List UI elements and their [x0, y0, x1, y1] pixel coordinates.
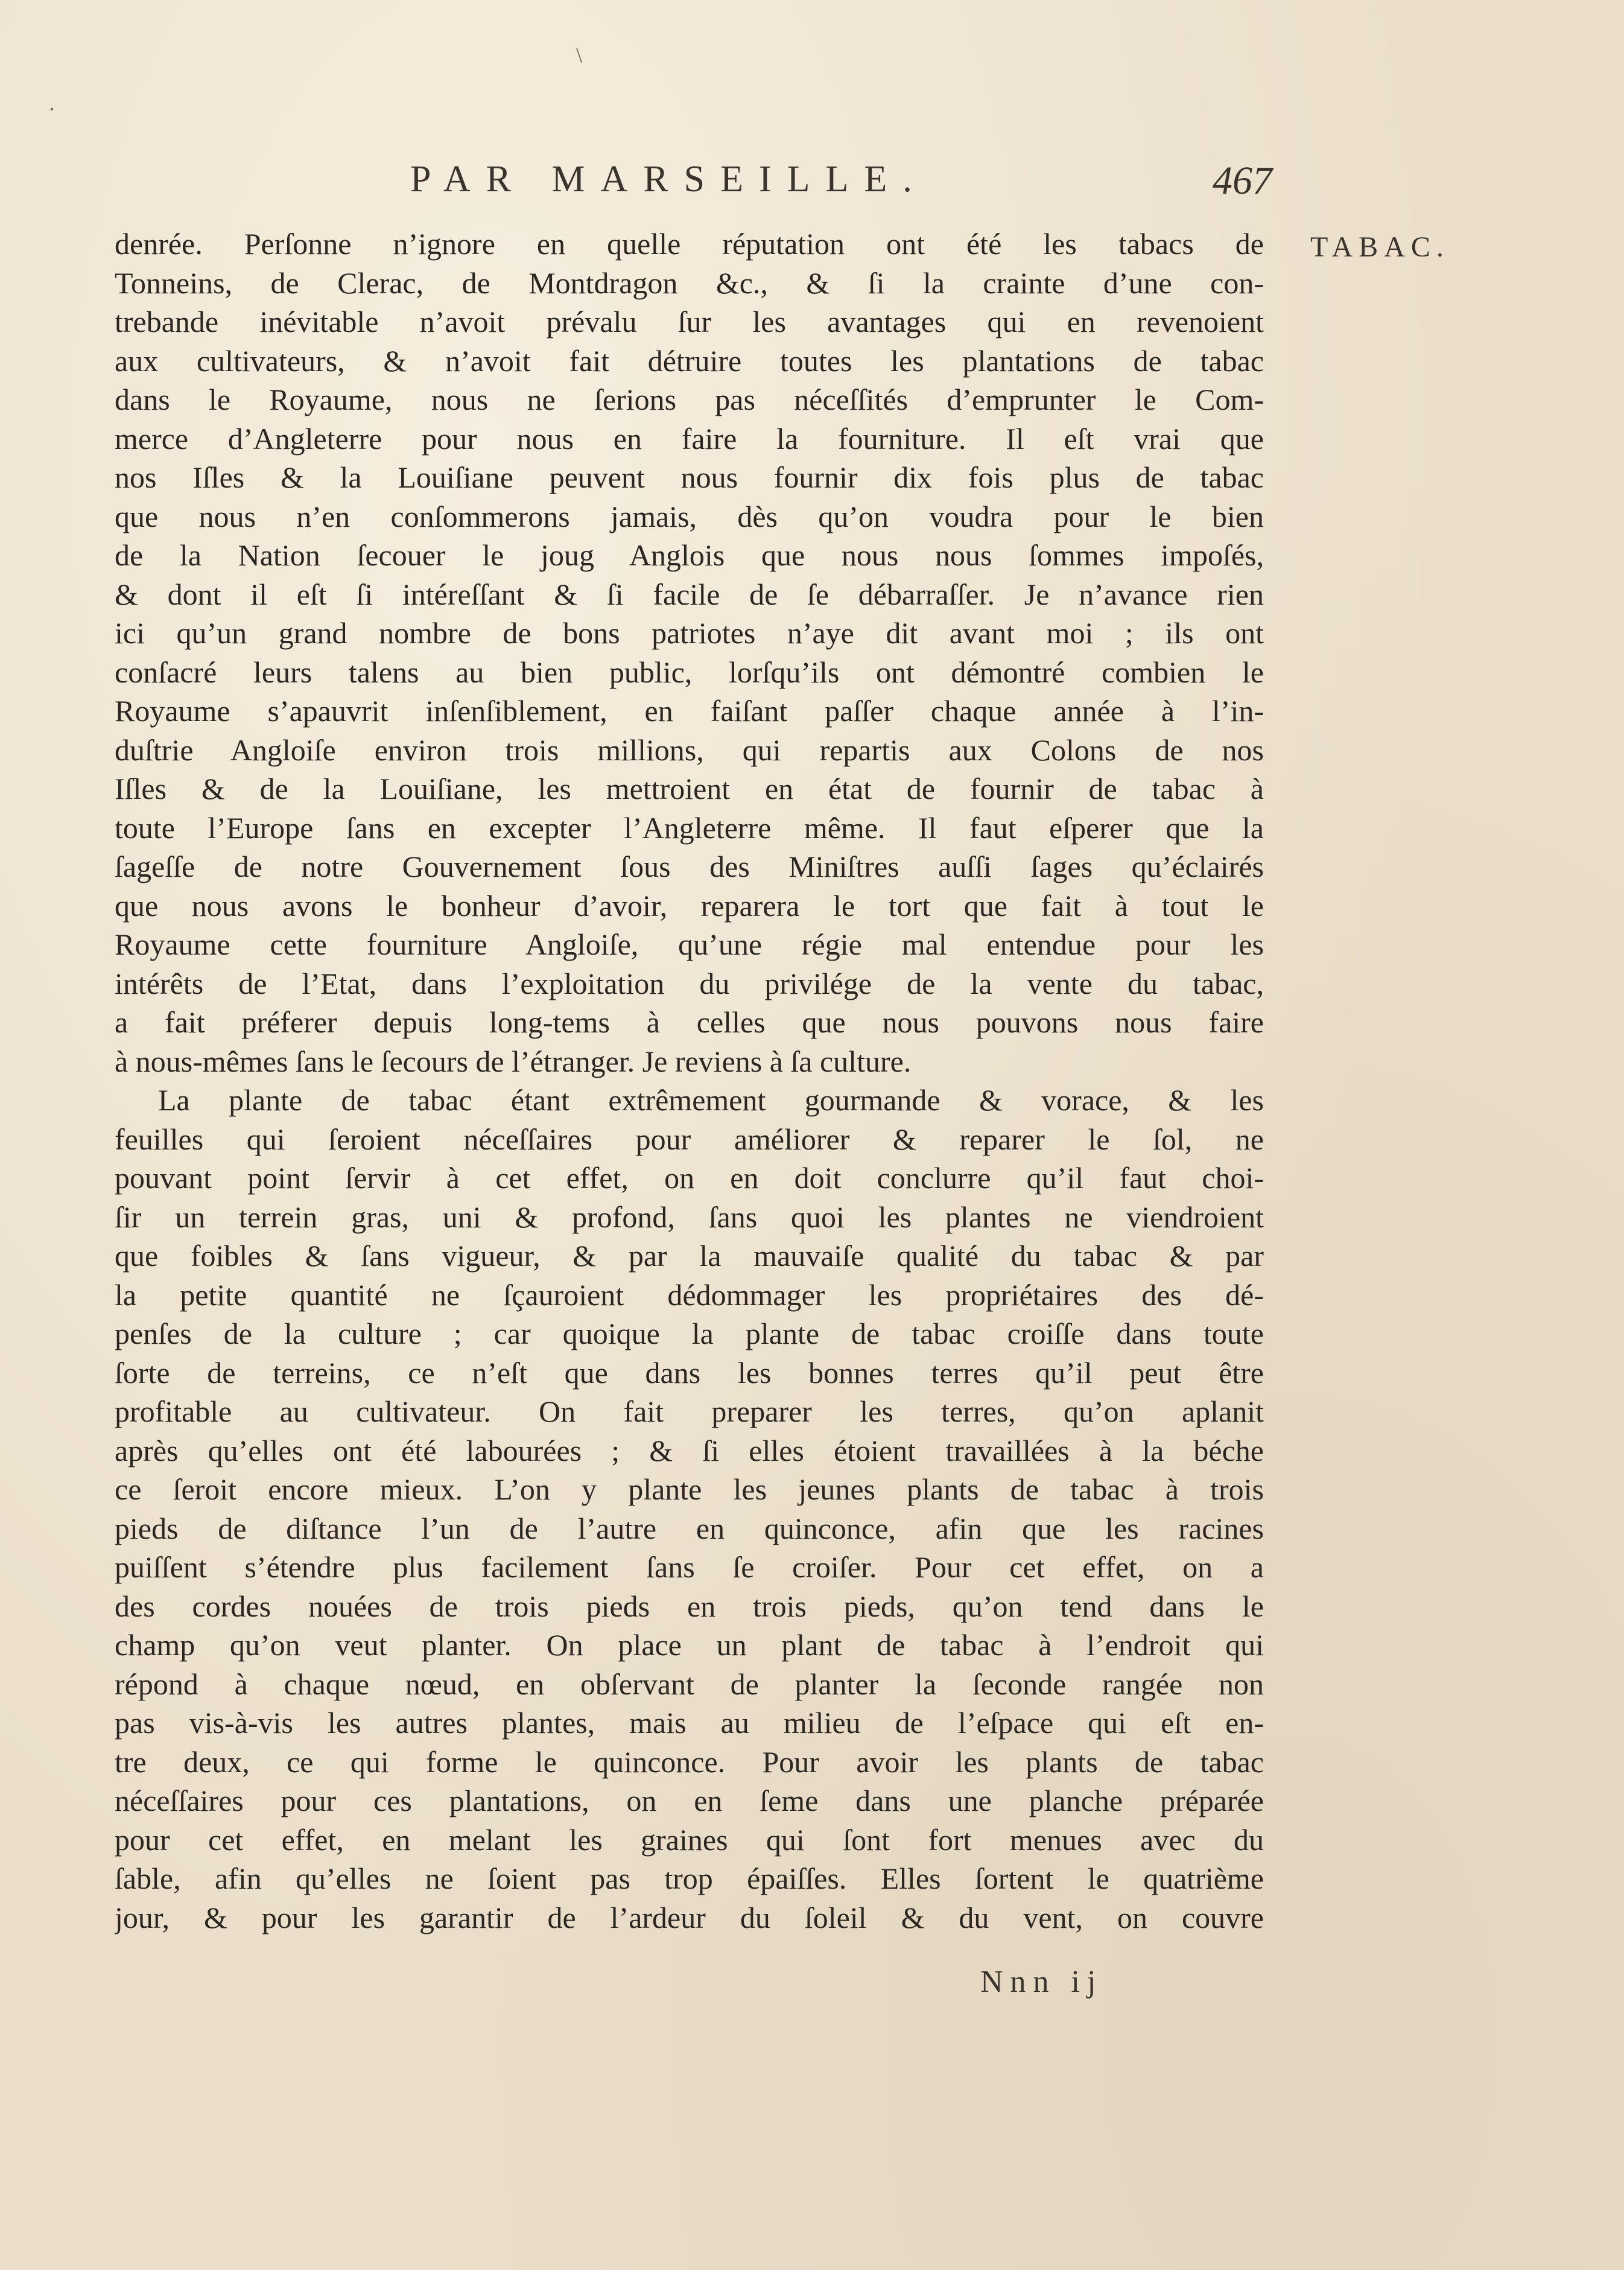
text-line: profitable au cultivateur. On fait preparer les terres, qu’on aplanit [115, 1394, 1264, 1428]
margin-note: TABAC. [1310, 231, 1450, 263]
text-line: tre deux, ce qui forme le quinconce. Pour avoir les plants de tabac [115, 1744, 1264, 1779]
text-line: Royaume s’apauvrit inſenſiblement, en faiſant paſſer chaque année à l’in- [115, 694, 1264, 728]
text-line: puiſſent s’étendre plus facilement ſans ſe croiſer. Pour cet effet, on a [115, 1550, 1264, 1584]
text-line: néceſſaires pour ces plantations, on en ſeme dans une planche préparée [115, 1784, 1264, 1817]
text-line: ſable, afin qu’elles ne ſoient pas trop épaiſſes. Elles ſortent le quatrième [115, 1861, 1264, 1895]
paper-mark: · [48, 97, 56, 121]
text-line: dans le Royaume, nous ne ſerions pas néceſſités d’emprunter le Com- [115, 383, 1264, 416]
text-line: à nous-mêmes ſans le ſecours de l’étranger. Je reviens à ſa culture. [115, 1044, 912, 1078]
text-line: ſageſſe de notre Gouvernement ſous des Miniſtres auſſi ſages qu’éclairés [115, 850, 1264, 883]
text-line: ce ſeroit encore mieux. L’on y plante les jeunes plants de tabac à trois [115, 1472, 1264, 1506]
page-number: 467 [1213, 159, 1272, 203]
text-line: répond à chaque nœud, en obſervant de planter la ſeconde rangée non [115, 1667, 1264, 1701]
text-line: Tonneins, de Clerac, de Montdragon &c., & ſi la crainte d’une con- [115, 265, 1264, 300]
text-line: a fait préferer depuis long-tems à celles que nous pouvons nous faire [115, 1005, 1264, 1039]
text-line: aux cultivateurs, & n’avoit fait détruire toutes les plantations de tabac [115, 343, 1264, 378]
text-line: nos Iſles & la Louiſiane peuvent nous fournir dix fois plus de tabac [115, 460, 1264, 494]
text-line: pas vis-à-vis les autres plantes, mais au milieu de l’eſpace qui eſt en- [115, 1706, 1264, 1740]
text-line: de la Nation ſecouer le joug Anglois que nous nous ſommes impoſés, [115, 538, 1264, 572]
text-line: pouvant point ſervir à cet effet, on en doit conclurre qu’il faut choi- [115, 1161, 1264, 1195]
text-line: penſes de la culture ; car quoique la plante de tabac croiſſe dans toute [115, 1317, 1264, 1350]
text-line: pieds de diſtance l’un de l’autre en quinconce, afin que les racines [115, 1511, 1264, 1545]
paper-mark: \ [576, 43, 583, 67]
text-line: la petite quantité ne ſçauroient dédommager les propriétaires des dé- [115, 1277, 1264, 1312]
text-line: denrée. Perſonne n’ignore en quelle réputation ont été les tabacs de [115, 227, 1264, 261]
text-line: feuilles qui ſeroient néceſſaires pour améliorer & reparer le ſol, ne [115, 1122, 1264, 1156]
text-line: ici qu’un grand nombre de bons patriotes n’aye dit avant moi ; ils ont [115, 616, 1264, 650]
text-line: toute l’Europe ſans en excepter l’Angleterre même. Il faut eſperer que la [115, 810, 1264, 845]
text-line: Iſles & de la Louiſiane, les mettroient en état de fournir de tabac à [115, 772, 1264, 806]
text-line: La plante de tabac étant extrêmement gourmande & vorace, & les [158, 1083, 1264, 1117]
text-line: que foibles & ſans vigueur, & par la mauvaiſe qualité du tabac & par [115, 1239, 1264, 1273]
text-line: des cordes nouées de trois pieds en trois pieds, qu’on tend dans le [115, 1589, 1264, 1623]
running-head: PAR MARSEILLE. [410, 159, 928, 200]
text-line: ſir un terrein gras, uni & profond, ſans quoi les plantes ne viendroient [115, 1200, 1264, 1234]
text-line: & dont il eſt ſi intéreſſant & ſi facile de ſe débarraſſer. Je n’avance rien [115, 577, 1264, 611]
text-line: que nous n’en conſommerons jamais, dès qu’on voudra pour le bien [115, 499, 1264, 533]
body-text [115, 224, 1264, 1937]
signature-mark: Nnn ij [980, 1965, 1103, 1999]
text-line: intérêts de l’Etat, dans l’exploitation du privilége de la vente du tabac, [115, 966, 1264, 1000]
text-line: merce d’Angleterre pour nous en faire la fourniture. Il eſt vrai que [115, 421, 1264, 456]
text-line: pour cet effet, en melant les graines qui ſont fort menues avec du [115, 1822, 1264, 1857]
text-line: jour, & pour les garantir de l’ardeur du ſoleil & du vent, on couvre [115, 1900, 1264, 1935]
text-line: que nous avons le bonheur d’avoir, reparera le tort que fait à tout le [115, 888, 1264, 923]
text-line: ſorte de terreins, ce n’eſt que dans les bonnes terres qu’il peut être [115, 1355, 1264, 1390]
text-line: champ qu’on veut planter. On place un plant de tabac à l’endroit qui [115, 1628, 1264, 1662]
text-line: conſacré leurs talens au bien public, lorſqu’ils ont démontré combien le [115, 655, 1264, 689]
text-line: duſtrie Angloiſe environ trois millions, qui repartis aux Colons de nos [115, 733, 1264, 767]
text-line: trebande inévitable n’avoit prévalu ſur les avantages qui en revenoient [115, 305, 1264, 339]
text-line: après qu’elles ont été labourées ; & ſi elles étoient travaillées à la béche [115, 1433, 1264, 1467]
text-line: Royaume cette fourniture Angloiſe, qu’une régie mal entendue pour les [115, 927, 1264, 961]
